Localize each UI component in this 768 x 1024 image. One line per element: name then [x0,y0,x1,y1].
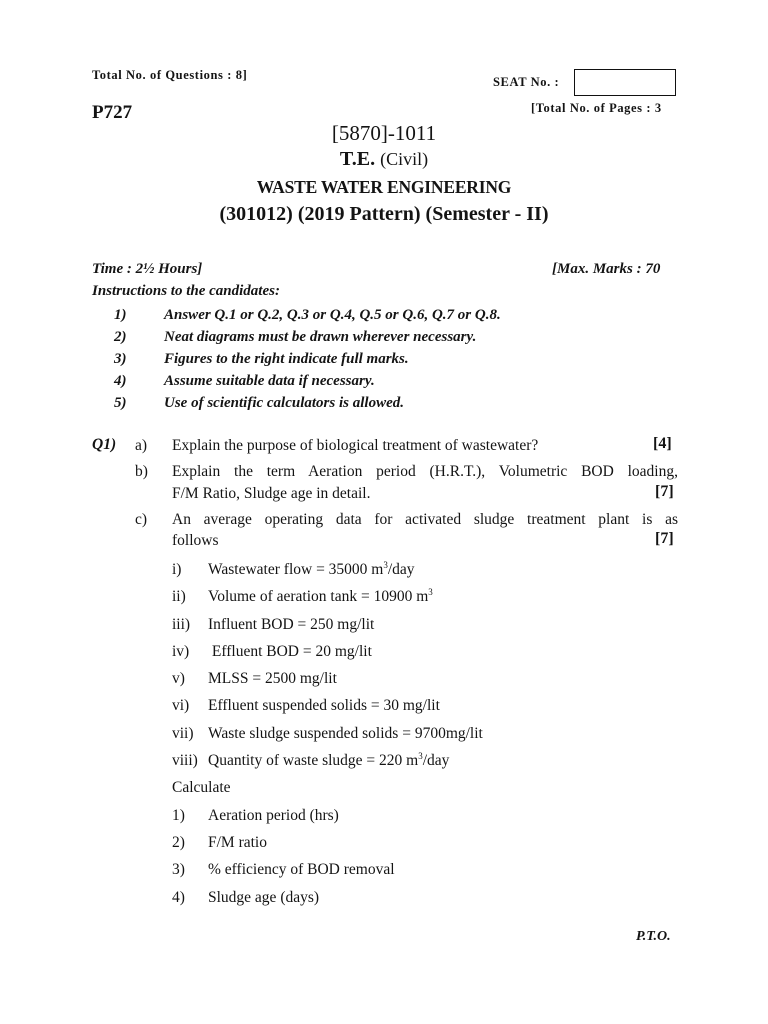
list-item: ii) Volume of aeration tank = 10900 $m^3$ [172,587,433,606]
part-a-marks: [4] [653,435,672,452]
exam-time: Time : 2½ Hours] [92,261,203,277]
part-c-line1: An average operating data for activated sludge treatment plant is as [172,511,678,528]
list-item: iii) Influent BOD = 250 mg/lit [172,615,375,633]
list-item: 4) Sludge age (days) [172,888,320,906]
part-a-text: Explain the purpose of biological treatment of wastewater? [172,437,539,454]
calculate-label: Calculate [172,779,231,797]
instruction-item: 4) Assume suitable data if necessary. [114,373,375,389]
list-item: v) MLSS = 2500 mg/lit [172,670,337,688]
course-title: (301012) (2019 Pattern) (Semester - II) [219,203,549,225]
list-item: 3) % efficiency of BOD removal [172,861,395,879]
total-pages: [Total No. of Pages : 3 [531,101,662,115]
instructions-heading: Instructions to the candidates: [92,283,280,299]
paper-code: P727 [92,102,133,123]
branch: (Civil) [380,149,429,169]
list-item: viii) Quantity of waste sludge = 220 $m^3$/day [172,750,450,770]
part-b-marks: [7] [655,483,674,500]
part-b-label: b) [135,463,148,480]
seat-label: SEAT No. : [493,75,560,89]
part-b-line2: F/M Ratio, Sludge age in detail. [172,485,371,502]
list-item: i) Wastewater flow = 35000 $m^3$/day [172,559,415,578]
instruction-item: 5) Use of scientific calculators is allowed. [114,395,404,411]
part-c-marks: [7] [655,530,674,547]
list-item: vi) Effluent suspended solids = 30 mg/lit [172,697,440,715]
instruction-item: 2) Neat diagrams must be drawn wherever necessary. [114,329,477,345]
part-b-line1: Explain the term Aeration period (H.R.T.), Volumetric BOD loading, [172,463,678,480]
part-c-line2: follows [172,532,219,549]
subject-title: WASTE WATER ENGINEERING [256,177,512,197]
list-item: 2) F/M ratio [172,833,267,851]
question-label: Q1) [92,436,117,453]
pto: P.T.O. [636,929,671,944]
instruction-item: 1) Answer Q.1 or Q.2, Q.3 or Q.4, Q.5 or Q.6, Q.7 or Q.8. [114,307,501,323]
degree-title [0,148,768,171]
seat-number-box[interactable] [574,69,676,96]
list-item: iv) Effluent BOD = 20 mg/lit [172,642,372,660]
instructions-list [114,304,501,414]
list-item: vii) Waste sludge suspended solids = 9700mg/lit [172,724,483,742]
degree: T.E. [339,148,376,170]
part-a-label: a) [135,437,148,454]
instruction-item: 3) Figures to the right indicate full marks. [114,351,409,367]
max-marks: [Max. Marks : 70 [552,261,661,277]
data-list [172,556,483,911]
list-item: 1) Aeration period (hrs) [172,806,339,824]
exam-code: [5870]-1011 [331,121,437,145]
total-questions: Total No. of Questions : 8] [92,68,248,82]
part-c-label: c) [135,511,148,528]
